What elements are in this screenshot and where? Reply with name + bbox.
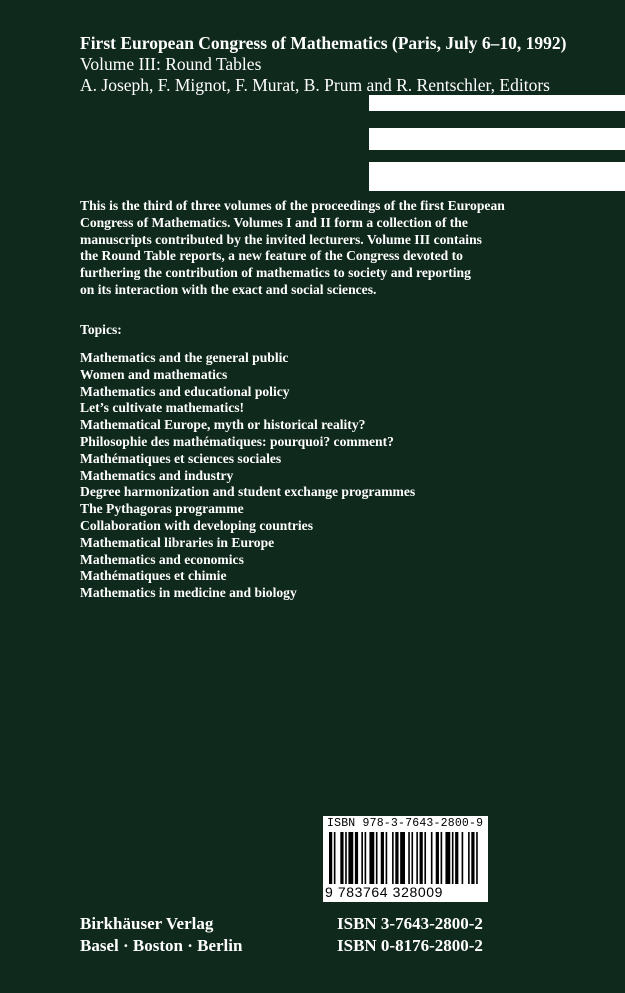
isbn-line: ISBN 3-7643-2800-2 (337, 914, 483, 933)
topics-list (80, 350, 415, 602)
publisher-name: Birkhäuser Verlag (80, 914, 214, 933)
barcode-bar (452, 832, 454, 884)
topic-item: Degree harmonization and student exchange programmes (80, 484, 416, 500)
barcode-bar (416, 832, 418, 884)
topic-item: Women and mathematics (80, 366, 228, 382)
barcode-bar (468, 832, 470, 884)
description-line: on its interaction with the exact and social sciences. (80, 281, 377, 297)
topic-item: The Pythagoras programme (80, 501, 244, 517)
book-title: First European Congress of Mathematics (Paris, July 6–10, 1992) (80, 33, 567, 53)
barcode (323, 816, 488, 902)
decorative-stripe-2 (369, 128, 625, 150)
barcode-bar (345, 832, 347, 884)
description-line: This is the third of three volumes of the proceedings of the first European (80, 198, 505, 213)
barcode-bar (392, 832, 394, 884)
barcode-digits: 9 783764 328009 (325, 884, 443, 900)
topic-item: Let’s cultivate mathematics! (80, 400, 245, 416)
barcode-bar (471, 832, 474, 884)
topic-item: Collaboration with developing countries (80, 517, 313, 533)
barcode-bar (340, 832, 343, 884)
barcode-bar (395, 832, 398, 884)
barcode-bar (355, 832, 358, 884)
isbn-line: ISBN 0-8176-2800-2 (337, 936, 483, 955)
barcode-bar (329, 832, 332, 884)
topic-item: Philosophie des mathématiques: pourquoi? comment? (80, 433, 394, 449)
barcode-bar (334, 832, 336, 884)
decorative-stripe-3 (369, 162, 625, 191)
topic-item: Mathématiques et chimie (80, 568, 227, 584)
isbn-block (337, 913, 483, 957)
barcode-bar (411, 832, 413, 884)
description-line: the Round Table reports, a new feature of the Congress devoted to (80, 248, 463, 264)
barcode-bar (436, 832, 439, 884)
barcode-bar (441, 832, 443, 884)
barcode-bar (445, 832, 450, 884)
barcode-bar (365, 832, 367, 884)
barcode-bar (431, 832, 433, 884)
publisher-block (80, 913, 242, 957)
topic-item: Mathematics and industry (80, 467, 234, 483)
description-paragraph (80, 198, 580, 299)
barcode-bar (408, 832, 410, 884)
barcode-bar (455, 832, 458, 884)
description-line: furthering the contribution of mathematics to society and reporting (80, 265, 471, 281)
barcode-isbn-label: ISBN 978-3-7643-2800-9 (327, 817, 484, 830)
topic-item: Mathematics and the general public (80, 350, 289, 365)
barcode-bar (369, 832, 374, 884)
barcode-bar (386, 832, 388, 884)
barcode-bar (376, 832, 378, 884)
publisher-cities: Basel · Boston · Berlin (80, 936, 243, 955)
topic-item: Mathematics and economics (80, 551, 244, 567)
topic-item: Mathematics and educational policy (80, 383, 290, 399)
barcode-bar (462, 832, 464, 884)
topic-item: Mathematical Europe, myth or historical reality? (80, 417, 366, 433)
decorative-stripe-1 (369, 95, 625, 111)
editors-line: A. Joseph, F. Mignot, F. Murat, B. Prum and R. Rentschler, Editors (80, 75, 550, 95)
barcode-bar (361, 832, 363, 884)
barcode-bar (400, 832, 405, 884)
description-line: manuscripts contributed by the invited lecturers. Volume III contains (80, 231, 482, 247)
barcode-bar (424, 832, 426, 884)
description-line: Congress of Mathematics. Volumes I and II form a collection of the (80, 214, 468, 230)
barcode-bar (476, 832, 478, 884)
topic-item: Mathématiques et sciences sociales (80, 450, 282, 466)
barcode-bar (381, 832, 384, 884)
topic-item: Mathematics in medicine and biology (80, 585, 297, 601)
cover-header (80, 33, 620, 96)
topics-heading: Topics: (80, 322, 122, 337)
barcode-bars (329, 832, 481, 884)
barcode-bar (348, 832, 353, 884)
barcode-bar (420, 832, 423, 884)
topic-item: Mathematical libraries in Europe (80, 534, 275, 550)
volume-subtitle: Volume III: Round Tables (80, 54, 262, 74)
